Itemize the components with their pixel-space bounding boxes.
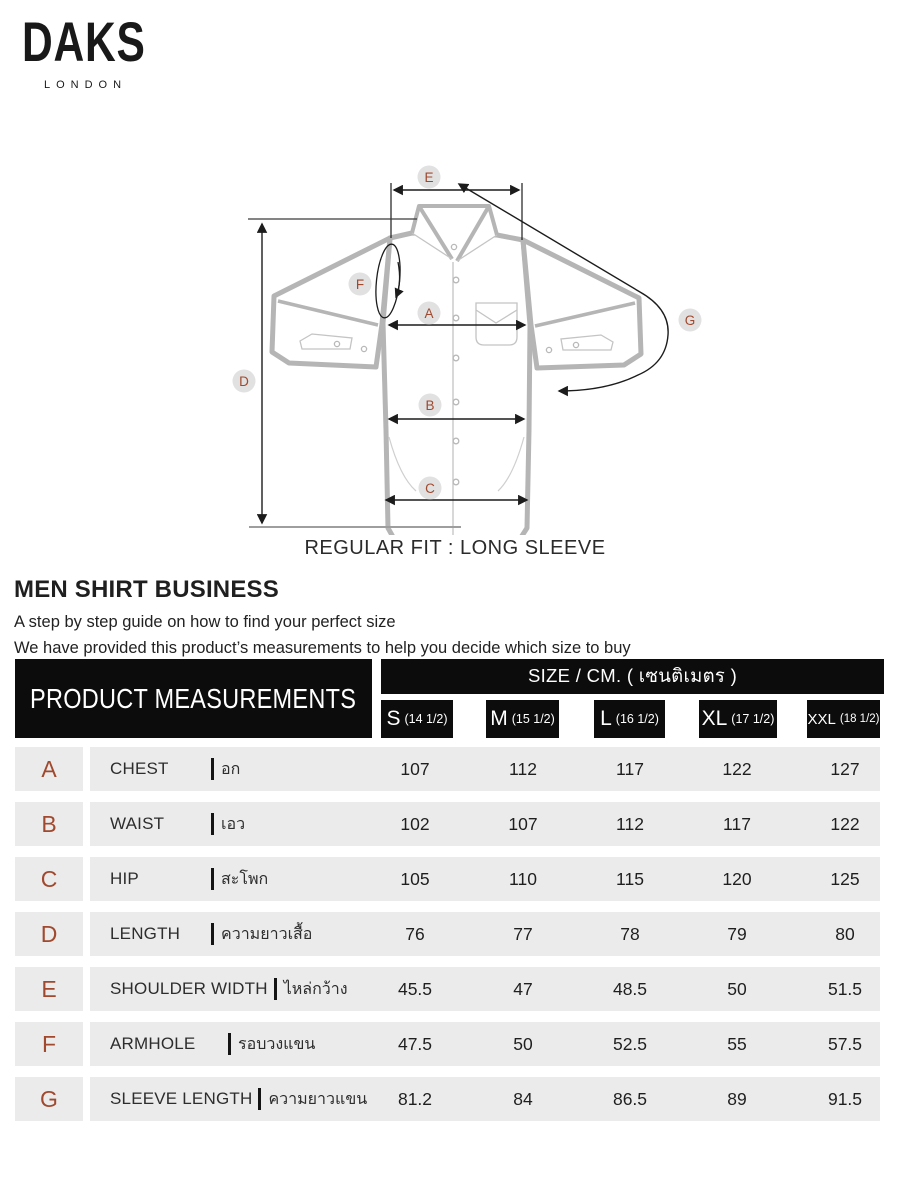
value-xl: 55 [727, 1033, 747, 1054]
shirt-measurement-diagram [230, 160, 710, 535]
value-s: 76 [405, 923, 425, 944]
value-xxl: 122 [830, 813, 860, 834]
size-column-l: L (16 1/2) [594, 700, 665, 738]
value-l: 86.5 [612, 1088, 648, 1109]
divider-bar [211, 868, 214, 890]
row-letter: G [15, 1077, 83, 1121]
value-xl: 50 [727, 978, 747, 999]
value-m: 77 [513, 923, 533, 944]
brand-city: LONDON [44, 79, 128, 91]
size-column-xxl: XXL (18 1/2) [807, 700, 880, 738]
divider-bar [211, 758, 214, 780]
value-s: 105 [400, 868, 430, 889]
value-m: 84 [513, 1088, 533, 1109]
shirt-outline-icon [272, 206, 641, 535]
value-xxl: 80 [835, 923, 855, 944]
value-xl: 89 [727, 1088, 747, 1109]
divider-bar [258, 1088, 261, 1110]
size-column-m: M (15 1/2) [486, 700, 559, 738]
divider-bar [274, 978, 277, 1000]
measurement-name-thai: อก [221, 760, 241, 778]
value-xxl: 127 [830, 758, 860, 779]
row-letter: D [15, 912, 83, 956]
measurement-name: WAIST [110, 814, 165, 833]
table-row-sleeve-length [0, 1077, 900, 1121]
measurement-name: ARMHOLE [110, 1034, 196, 1053]
label-c: C [425, 481, 435, 496]
value-l: 52.5 [612, 1033, 648, 1054]
divider-bar [211, 813, 214, 835]
value-xxl: 57.5 [827, 1033, 863, 1054]
table-row-shoulder-width [0, 967, 900, 1011]
brand-name: DAKS [22, 10, 146, 73]
value-s: 81.2 [397, 1088, 433, 1109]
measurement-name: CHEST [110, 759, 169, 778]
value-l: 48.5 [612, 978, 648, 999]
table-row-waist [0, 802, 900, 846]
product-measurements-label: PRODUCT MEASUREMENTS [30, 682, 357, 714]
size-cm-label: SIZE / CM. ( เซนติเมตร ) [527, 665, 738, 686]
measurement-name: HIP [110, 869, 139, 888]
measurement-name: SHOULDER WIDTH [110, 979, 268, 998]
table-row-hip [0, 857, 900, 901]
label-b: B [425, 398, 435, 413]
label-f: F [355, 277, 365, 292]
value-l: 117 [616, 758, 644, 779]
measurement-name-thai: สะโพก [221, 870, 269, 888]
size-column-xl: XL (17 1/2) [699, 700, 777, 738]
measurement-name: LENGTH [110, 924, 181, 943]
value-xxl: 91.5 [827, 1088, 863, 1109]
value-m: 47 [513, 978, 533, 999]
divider-bar [228, 1033, 231, 1055]
value-m: 107 [508, 813, 538, 834]
value-l: 78 [620, 923, 640, 944]
table-row-armhole [0, 1022, 900, 1066]
value-m: 112 [509, 758, 537, 779]
value-xxl: 51.5 [827, 978, 863, 999]
size-cm-header [381, 659, 884, 694]
value-xl: 122 [722, 758, 752, 779]
measurement-name-thai: ความยาวแขน [268, 1090, 368, 1108]
value-xl: 120 [722, 868, 752, 889]
value-l: 115 [616, 868, 644, 889]
value-s: 107 [400, 758, 430, 779]
fit-caption: REGULAR FIT : LONG SLEEVE [304, 537, 606, 559]
value-l: 112 [616, 813, 644, 834]
brand-logo [22, 10, 185, 91]
intro-line-2: We have provided this product’s measurements to help you decide which size to buy [14, 639, 631, 657]
label-e: E [424, 170, 434, 185]
measurement-name-thai: ไหล่กว้าง [283, 980, 348, 998]
row-letter: E [15, 967, 83, 1011]
value-s: 102 [400, 813, 430, 834]
measurement-name-thai: ความยาวเสื้อ [221, 925, 313, 943]
value-s: 45.5 [397, 978, 433, 999]
divider-bar [211, 923, 214, 945]
row-letter: B [15, 802, 83, 846]
value-m: 50 [513, 1033, 533, 1054]
value-xl: 117 [723, 813, 751, 834]
label-g: G [684, 313, 696, 328]
value-xl: 79 [727, 923, 747, 944]
table-row-chest [0, 747, 900, 791]
value-xxl: 125 [830, 868, 860, 889]
row-letter: C [15, 857, 83, 901]
measurement-name-thai: รอบวงแขน [238, 1035, 316, 1053]
row-letter: A [15, 747, 83, 791]
size-column-s: S (14 1/2) [381, 700, 453, 738]
label-d: D [239, 374, 249, 389]
page-title: MEN SHIRT BUSINESS [14, 576, 279, 603]
label-a: A [424, 306, 434, 321]
product-measurements-header [15, 659, 372, 738]
measurement-name-thai: เอว [221, 815, 246, 833]
intro-line-1: A step by step guide on how to find your perfect size [14, 613, 396, 631]
value-m: 110 [509, 868, 537, 889]
measurement-table [0, 747, 900, 1132]
value-s: 47.5 [397, 1033, 433, 1054]
table-row-length [0, 912, 900, 956]
measurement-name: SLEEVE LENGTH [110, 1089, 253, 1108]
row-letter: F [15, 1022, 83, 1066]
